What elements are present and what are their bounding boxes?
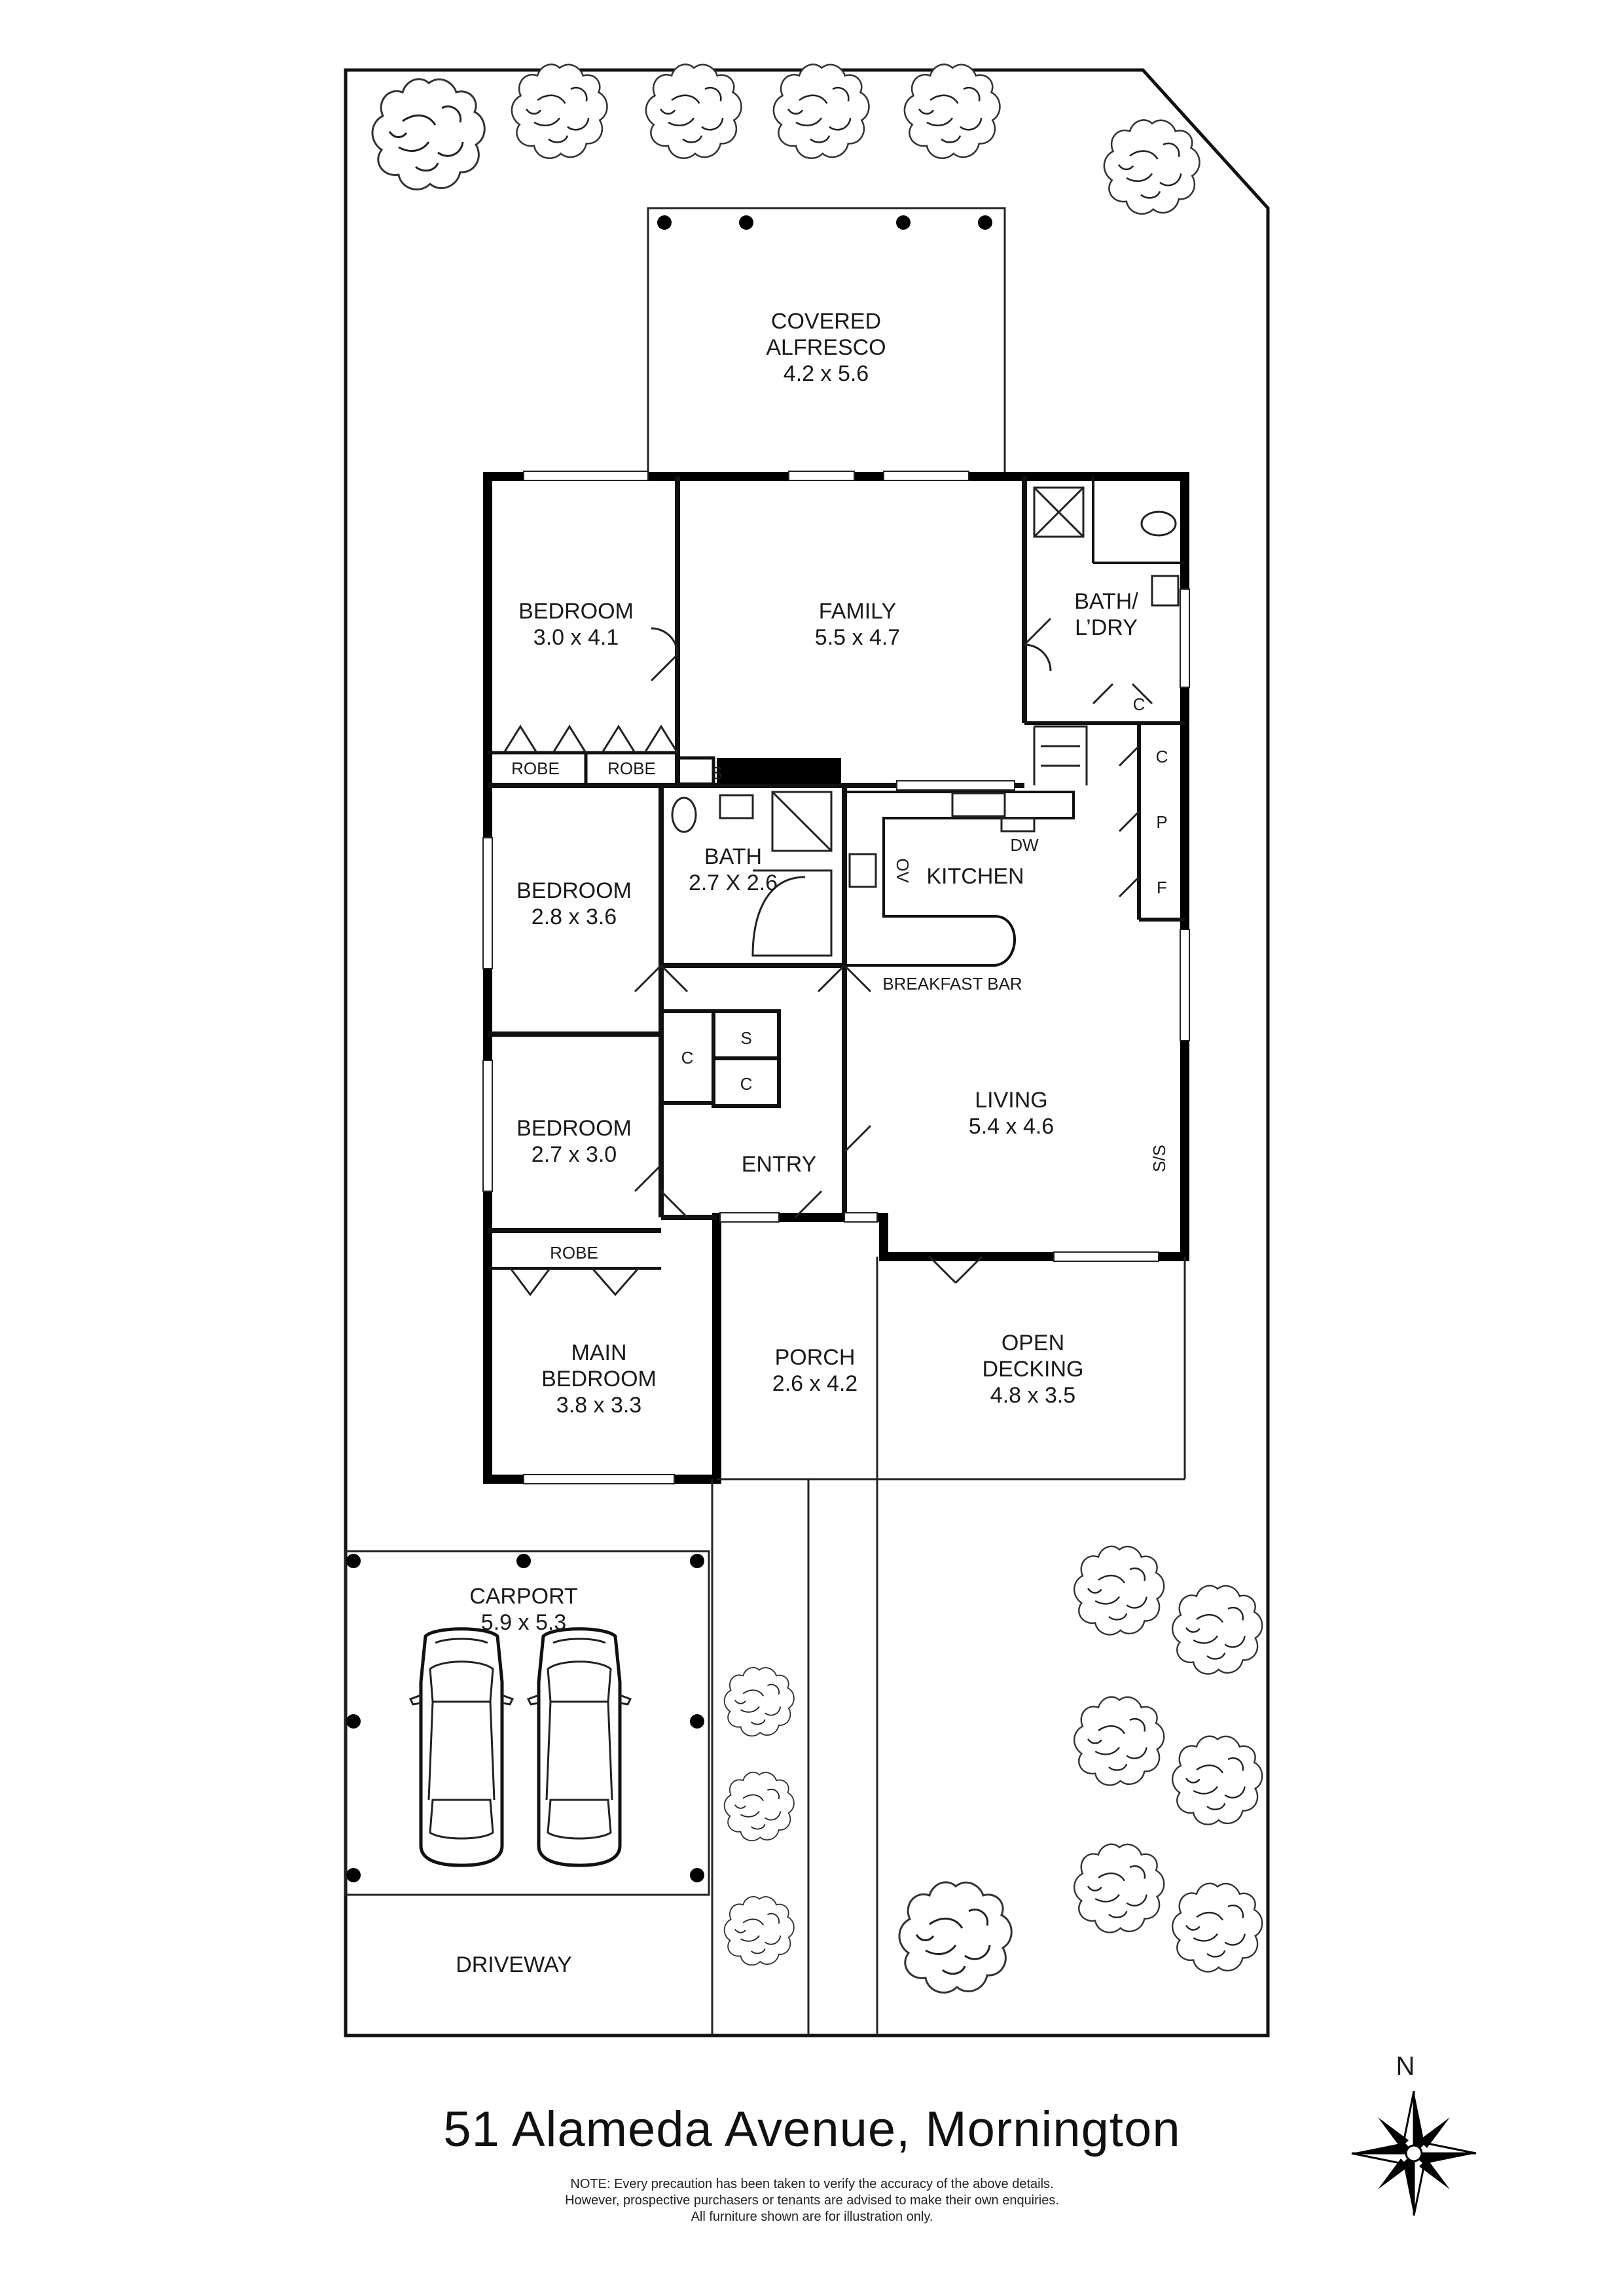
decking-label-1: OPEN <box>1001 1331 1065 1355</box>
tree-top-6 <box>1104 120 1200 213</box>
porch-size: 2.6 x 4.2 <box>772 1371 858 1396</box>
porch-label: PORCH <box>774 1345 856 1370</box>
alfresco-label-2: ALFRESCO <box>766 335 886 360</box>
robe-label-2: ROBE <box>607 759 656 778</box>
bath-label: BATH <box>704 844 763 869</box>
decking-label-2: DECKING <box>982 1357 1084 1382</box>
car-left <box>410 1629 513 1865</box>
bedroom-nw-size: 3.0 x 4.1 <box>533 625 619 650</box>
kitchen-label: KITCHEN <box>926 864 1024 889</box>
ss-label: S/S <box>1149 1145 1169 1172</box>
family-label: FAMILY <box>818 599 897 624</box>
robe-label-1: ROBE <box>511 759 560 778</box>
carport-size: 5.9 x 5.3 <box>480 1610 567 1635</box>
tree-top-3 <box>646 64 742 158</box>
tree-garden-5 <box>1074 1844 1164 1933</box>
entry-label: ENTRY <box>741 1152 817 1177</box>
main-bedroom-label-1: MAIN <box>571 1340 627 1365</box>
bedroom-sw-size: 2.7 x 3.0 <box>531 1142 617 1167</box>
bath-ldry-label-1: BATH/ <box>1074 589 1138 614</box>
living-size: 5.4 x 4.6 <box>968 1114 1055 1139</box>
main-bedroom-size: 3.8 x 3.3 <box>556 1393 642 1418</box>
tree-top-1 <box>372 79 484 190</box>
bath-ldry-label-2: L’DRY <box>1075 615 1138 640</box>
alfresco-size: 4.2 x 5.6 <box>783 361 869 386</box>
decking-size: 4.8 x 3.5 <box>990 1383 1076 1408</box>
tree-top-5 <box>905 64 1000 158</box>
s-label-bath: S <box>711 763 723 783</box>
bedroom-nw-label: BEDROOM <box>518 599 634 624</box>
c-label-hall-1: C <box>681 1048 694 1067</box>
s-label-hall: S <box>740 1028 752 1048</box>
bedroom-sw-label: BEDROOM <box>516 1116 632 1141</box>
family-size: 5.5 x 4.7 <box>814 625 901 650</box>
bedroom-w-label: BEDROOM <box>516 878 632 903</box>
tree-top-2 <box>512 64 607 158</box>
bedroom-w-size: 2.8 x 3.6 <box>531 905 617 929</box>
compass-north-label: N <box>1396 2052 1415 2081</box>
disclaimer-line-1: NOTE: Every precaution has been taken to verify the accuracy of the above details. <box>570 2177 1054 2191</box>
tree-path-2 <box>725 1772 794 1841</box>
c-label-ldry: C <box>1132 694 1146 714</box>
tree-garden-7 <box>899 1882 1011 1993</box>
ov-label: OV <box>893 858 912 883</box>
alfresco-label-1: COVERED <box>770 309 882 334</box>
car-right <box>528 1629 630 1865</box>
driveway-label: DRIVEWAY <box>456 1952 572 1977</box>
c-label-hall-2: C <box>740 1074 753 1094</box>
tree-garden-3 <box>1074 1697 1164 1785</box>
tree-garden-1 <box>1074 1547 1164 1635</box>
living-label: LIVING <box>975 1088 1048 1113</box>
disclaimer-note <box>0 2176 1624 2225</box>
dw-label: DW <box>1010 835 1039 855</box>
tree-garden-4 <box>1172 1736 1262 1825</box>
c-label-kitchen: C <box>1155 747 1168 766</box>
breakfast-bar-label: BREAKFAST BAR <box>882 974 1022 994</box>
p-label: P <box>1156 812 1168 832</box>
robe-label-3: ROBE <box>550 1243 598 1263</box>
disclaimer-line-3: All furniture shown are for illustration only. <box>691 2210 933 2224</box>
bath-size: 2.7 X 2.6 <box>688 870 778 895</box>
tree-garden-2 <box>1172 1586 1262 1674</box>
disclaimer-line-2: However, prospective purchasers or tenants are advised to make their own enquiries. <box>565 2193 1059 2208</box>
tree-garden-6 <box>1172 1884 1262 1972</box>
tree-path-1 <box>725 1668 794 1736</box>
property-address: 51 Alameda Avenue, Mornington <box>443 2102 1181 2157</box>
tree-path-3 <box>725 1897 794 1965</box>
carport-label: CARPORT <box>469 1584 578 1609</box>
tree-top-4 <box>774 64 869 158</box>
f-label: F <box>1157 878 1167 897</box>
main-bedroom-label-2: BEDROOM <box>541 1367 657 1391</box>
